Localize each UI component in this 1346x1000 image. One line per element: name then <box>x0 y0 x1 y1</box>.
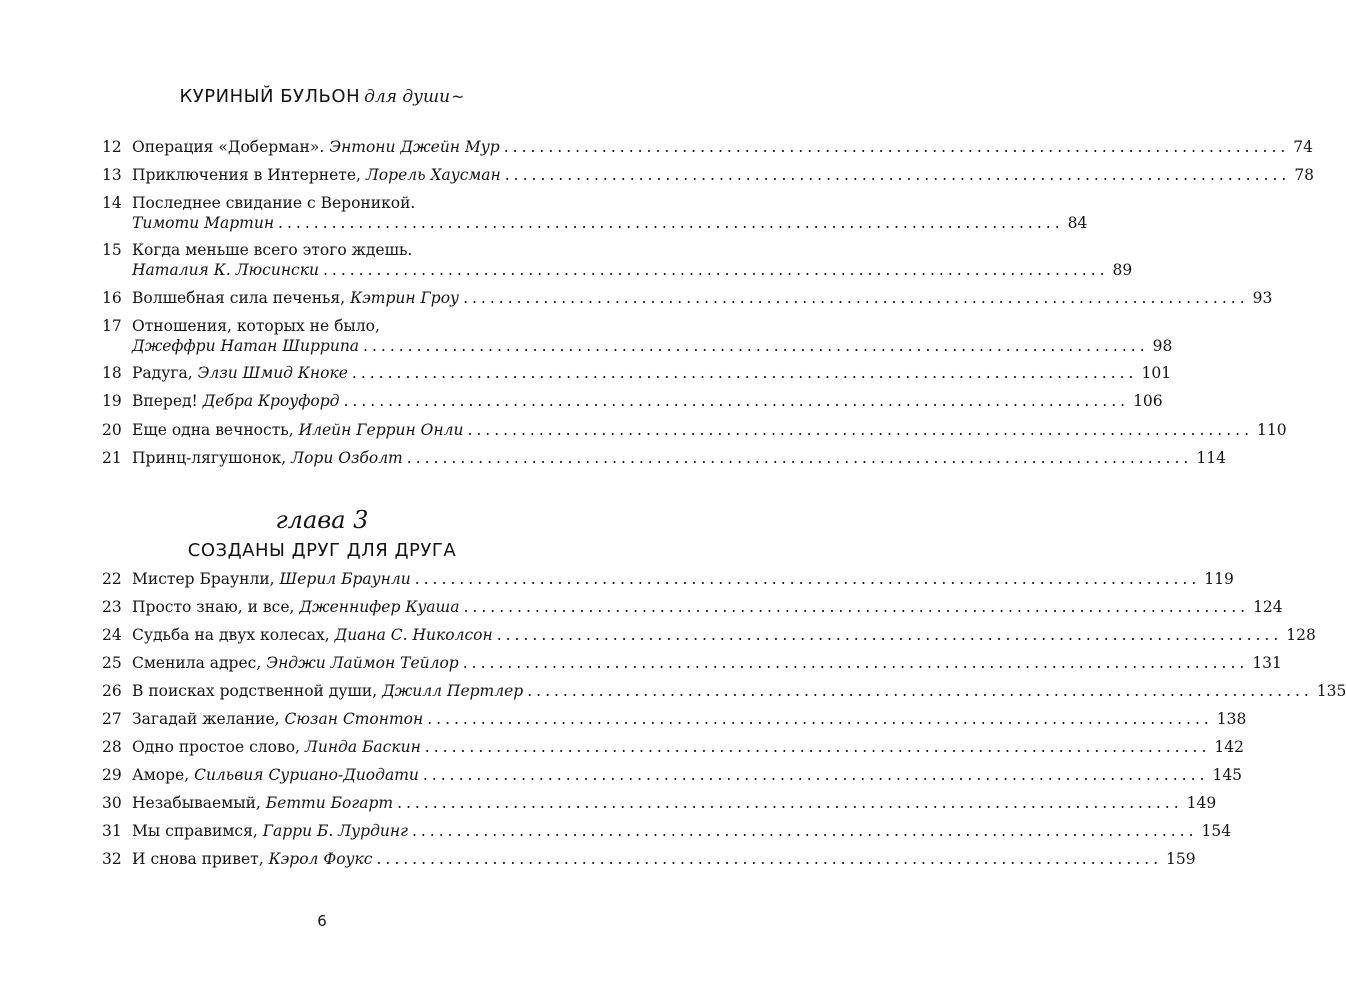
entry-page: 128 <box>1286 626 1316 644</box>
entry-author: Кэрол Фоукс <box>268 850 373 868</box>
leader-dots: ........................................................................................ <box>414 570 1201 588</box>
entry-title: Аморе, <box>132 766 190 784</box>
leader-dots: ........................................................................................ <box>496 626 1283 644</box>
toc-entry[interactable] <box>102 821 1232 841</box>
entry-number: 20 <box>102 421 122 439</box>
entry-number: 30 <box>102 794 122 812</box>
entry-page: 74 <box>1293 138 1314 156</box>
entry-author: Лорель Хаусман <box>365 166 501 184</box>
toc-entry[interactable] <box>102 849 1196 869</box>
entry-title: Судьба на двух колесах, <box>132 626 330 644</box>
leader-dots: ........................................................................................ <box>427 710 1213 728</box>
leader-dots: ........................................................................................ <box>463 289 1249 307</box>
entry-title: Сменила адрес, <box>132 654 262 672</box>
toc-entry[interactable] <box>102 681 1346 701</box>
entry-page: 124 <box>1253 598 1283 616</box>
entry-page: 101 <box>1141 364 1172 382</box>
entry-number: 27 <box>102 710 122 728</box>
entry-number: 31 <box>102 822 122 840</box>
entry-author: Гарри Б. Лурдинг <box>262 822 408 840</box>
entry-title: И снова привет, <box>132 850 264 868</box>
leader-dots: ........................................................................................ <box>411 822 1198 840</box>
entry-title: Операция «Доберман». <box>132 138 325 156</box>
entry-number: 24 <box>102 626 122 644</box>
toc-entry[interactable] <box>102 737 1244 757</box>
entry-title: Вперед! <box>132 392 198 410</box>
entry-author: Сильвия Суриано-Диодати <box>194 766 419 784</box>
leader-dots: ........................................................................................ <box>463 598 1250 616</box>
entry-page: 106 <box>1133 392 1163 410</box>
leader-dots: ........................................................................................ <box>406 449 1193 467</box>
entry-number: 25 <box>102 654 122 672</box>
entry-author: Линда Баскин <box>304 738 421 756</box>
toc-entry[interactable] <box>102 420 1287 440</box>
entry-number: 15 <box>102 241 122 259</box>
entry-title: Отношения, которых не было, <box>132 317 380 335</box>
entry-title: Незабываемый, <box>132 794 261 812</box>
entry-title: Волшебная сила печенья, <box>132 289 346 307</box>
toc-entry[interactable] <box>102 569 1234 589</box>
entry-page: 78 <box>1294 166 1315 184</box>
entry-author: Илейн Геррин Онли <box>298 421 464 439</box>
entry-number: 22 <box>102 570 122 588</box>
leader-dots: ........................................................................................ <box>376 850 1163 868</box>
running-head <box>0 86 644 107</box>
entry-number: 29 <box>102 766 122 784</box>
toc-entry[interactable] <box>102 653 1282 673</box>
entry-author: Джилл Пертлер <box>382 682 524 700</box>
entry-author: Лори Озболт <box>291 449 403 467</box>
entry-author: Элзи Шмид Кноке <box>197 364 348 382</box>
entry-author: Энтони Джейн Мур <box>329 138 500 156</box>
leader-dots: ........................................................................................ <box>424 738 1211 756</box>
entry-page: 131 <box>1252 654 1282 672</box>
entry-author: Шерил Браунли <box>279 570 411 588</box>
entry-author: Дженнифер Куаша <box>299 598 460 616</box>
entry-page: 84 <box>1067 214 1088 232</box>
entry-title: Просто знаю, и все, <box>132 598 295 616</box>
entry-title: Когда меньше всего этого ждешь. <box>132 241 413 259</box>
entry-author: Диана С. Николсон <box>334 626 493 644</box>
entry-page: 114 <box>1196 449 1226 467</box>
leader-dots: ........................................................................................ <box>322 261 1109 279</box>
toc-entry[interactable] <box>102 625 1316 645</box>
chapter-title: СОЗДАНЫ ДРУГ ДЛЯ ДРУГА <box>187 540 457 561</box>
toc-entry[interactable] <box>102 765 1243 785</box>
entry-title: Загадай желание, <box>132 710 280 728</box>
entry-title: Одно простое слово, <box>132 738 300 756</box>
leader-dots: ........................................................................................ <box>527 682 1313 700</box>
entry-author: Тимоти Мартин <box>132 214 275 232</box>
entry-page: 145 <box>1212 766 1243 784</box>
entry-title: Радуга, <box>132 364 193 382</box>
entry-number: 12 <box>102 138 122 156</box>
entry-title: Мистер Браунли, <box>132 570 275 588</box>
entry-author: Энджи Лаймон Тейлор <box>266 654 459 672</box>
entry-number: 32 <box>102 850 122 868</box>
entry-title: Последнее свидание с Вероникой. <box>132 194 416 212</box>
entry-page: 89 <box>1112 261 1133 279</box>
toc-entry[interactable] <box>102 363 1172 383</box>
entry-number: 26 <box>102 682 122 700</box>
toc-entry[interactable] <box>102 448 1226 468</box>
entry-title: Мы справимся, <box>132 822 258 840</box>
entry-number: 17 <box>102 317 122 335</box>
entry-page: 135 <box>1316 682 1346 700</box>
leader-dots: ........................................................................................ <box>363 337 1149 355</box>
entry-number: 28 <box>102 738 122 756</box>
entry-author: Бетти Богарт <box>265 794 394 812</box>
toc-entry[interactable] <box>102 165 1315 185</box>
entry-number: 19 <box>102 392 122 410</box>
leader-dots: ........................................................................................ <box>278 214 1064 232</box>
running-head-title: КУРИНЫЙ БУЛЬОН <box>179 86 361 107</box>
entry-page: 110 <box>1257 421 1287 439</box>
entry-number: 23 <box>102 598 122 616</box>
entry-title: Еще одна вечность, <box>132 421 294 439</box>
entry-author: Сюзан Стонтон <box>284 710 424 728</box>
entry-page: 138 <box>1216 710 1247 728</box>
entry-author: Кэтрин Гроу <box>350 289 460 307</box>
running-head-script: для души <box>364 87 451 107</box>
entry-page: 154 <box>1201 822 1232 840</box>
entry-title: Приключения в Интернете, <box>132 166 361 184</box>
entry-author: Дебра Кроуфорд <box>202 392 340 410</box>
toc-entry[interactable] <box>102 597 1283 617</box>
entry-author: Джеффри Натан Ширрипа <box>132 337 360 355</box>
entry-page: 119 <box>1204 570 1234 588</box>
leader-dots: ........................................................................................ <box>343 392 1130 410</box>
toc-entry[interactable] <box>102 709 1247 729</box>
toc-entry[interactable] <box>102 240 1133 280</box>
toc-entry[interactable] <box>102 391 1163 411</box>
toc-entry[interactable] <box>102 316 1173 356</box>
leader-dots: ........................................................................................ <box>422 766 1209 784</box>
toc-entry[interactable] <box>102 288 1273 308</box>
leader-dots: ........................................................................................ <box>397 794 1183 812</box>
entry-number: 21 <box>102 449 122 467</box>
leader-dots: ........................................................................................ <box>351 364 1138 382</box>
entry-author: Наталия К. Люсински <box>132 261 319 279</box>
entry-number: 18 <box>102 364 122 382</box>
entry-number: 13 <box>102 166 122 184</box>
toc-entry[interactable] <box>102 137 1314 157</box>
leader-dots: ........................................................................................ <box>462 654 1249 672</box>
entry-number: 16 <box>102 289 122 307</box>
leader-dots: ........................................................................................ <box>503 138 1290 156</box>
entry-page: 98 <box>1152 337 1173 355</box>
entry-title: Принц-лягушонок, <box>132 449 287 467</box>
leader-dots: ........................................................................................ <box>504 166 1291 184</box>
toc-entry[interactable] <box>102 193 1088 233</box>
flourish-icon: ~ <box>451 87 465 106</box>
entry-page: 93 <box>1252 289 1273 307</box>
entry-number: 14 <box>102 194 122 212</box>
entry-title: В поисках родственной души, <box>132 682 378 700</box>
leader-dots: ........................................................................................ <box>467 421 1254 439</box>
toc-entry[interactable] <box>102 793 1217 813</box>
entry-page: 149 <box>1186 794 1217 812</box>
entry-page: 159 <box>1166 850 1196 868</box>
entry-page: 142 <box>1214 738 1244 756</box>
chapter-label: глава 3 <box>275 506 369 534</box>
page-number: 6 <box>317 912 327 930</box>
